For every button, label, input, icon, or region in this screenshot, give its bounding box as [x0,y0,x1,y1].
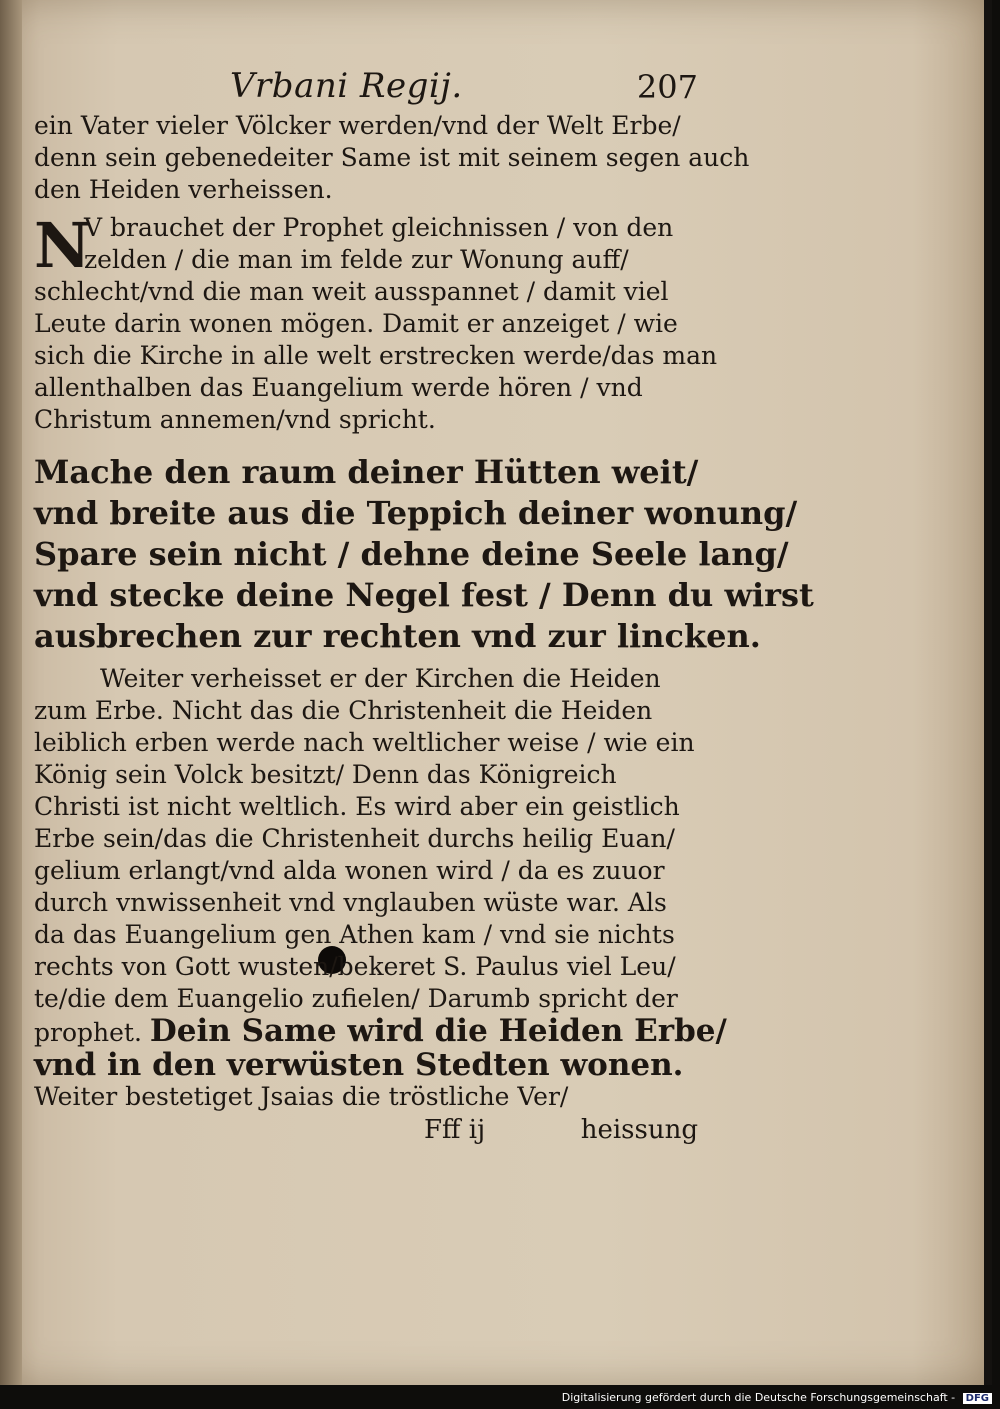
text-line: Christum annemen/vnd spricht. [34,405,436,434]
text-line-content: prophet. [34,1018,142,1047]
text-line: Weiter bestetiget Jsaias die tröstliche Ver/ [34,1082,569,1111]
page-edge [984,0,992,1385]
quote-line: vnd stecke deine Negel fest / Denn du wirst [34,576,814,614]
text-line: rechts von Gott wusten/bekeret S. Paulus viel Leu/ [34,952,676,981]
drop-cap: N [34,209,91,282]
quote-line: Mache den raum deiner Hütten weit/ [34,453,699,491]
quote-line: ausbrechen zur rechten vnd zur lincken. [34,617,761,655]
text-line [34,1013,727,1049]
catchword: heissung [580,1115,698,1145]
quote-line: vnd breite aus die Teppich deiner wonung/ [34,494,798,532]
running-title: Vrbani Regij. [230,66,463,106]
emphasis-text: Dein Same wird die Heiden Erbe/ [149,1013,727,1049]
text-line: denn sein gebenedeiter Same ist mit seinem segen auch [34,143,750,172]
text-line: gelium erlangt/vnd alda wonen wird / da es zuuor [34,856,665,885]
text-line: Leute darin wonen mögen. Damit er anzeiget / wie [34,309,678,338]
funding-footer [562,1391,992,1404]
text-line: König sein Volck besitzt/ Denn das Königreich [34,760,617,789]
text-line: te/die dem Euangelio zufielen/ Darumb spricht der [34,984,678,1013]
text-line: den Heiden verheissen. [34,175,333,204]
paragraph-2 [34,209,718,436]
paragraph-3 [34,663,727,1113]
text-line: sich die Kirche in alle welt erstrecken werde/das man [34,341,718,370]
page-number: 207 [636,68,698,106]
text-line: leiblich erben werde nach weltlicher weise / wie ein [34,728,695,757]
dfg-logo: DFG [963,1393,992,1404]
running-header [34,66,698,110]
emphasis-line: vnd in den verwüsten Stedten wonen. [34,1047,684,1083]
paragraph-1 [34,110,750,206]
text-line: ein Vater vieler Völcker werden/vnd der Welt Erbe/ [34,111,681,140]
text-line: zum Erbe. Nicht das die Christenheit die Heiden [34,696,653,725]
text-line: da das Euangelium gen Athen kam / vnd sie nichts [34,920,675,949]
catchline [34,1115,698,1151]
text-line: Christi ist nicht weltlich. Es wird aber ein geistlich [34,792,680,821]
text-line: durch vnwissenheit vnd vnglauben wüste war. Als [34,888,667,917]
text-line: zelden / die man im felde zur Wonung auff/ [84,245,629,274]
page-text [34,66,814,1151]
quote-line: Spare sein nicht / dehne deine Seele lang/ [34,535,789,573]
text-line: Erbe sein/das die Christenheit durchs heilig Euan/ [34,824,675,853]
book-spine [0,0,22,1385]
signature-mark: Fff ij [424,1115,486,1145]
text-line: schlecht/vnd die man weit ausspannet / damit viel [34,277,669,306]
text-line: allenthalben das Euangelium werde hören / vnd [34,373,643,402]
scripture-quote [34,452,814,657]
text-line: Weiter verheisset er der Kirchen die Heiden [100,664,661,693]
footer-text: Digitalisierung gefördert durch die Deutsche Forschungsgemeinschaft - [561,1391,956,1404]
text-line-content: V brauchet der Prophet gleichnissen / von den [84,213,674,242]
